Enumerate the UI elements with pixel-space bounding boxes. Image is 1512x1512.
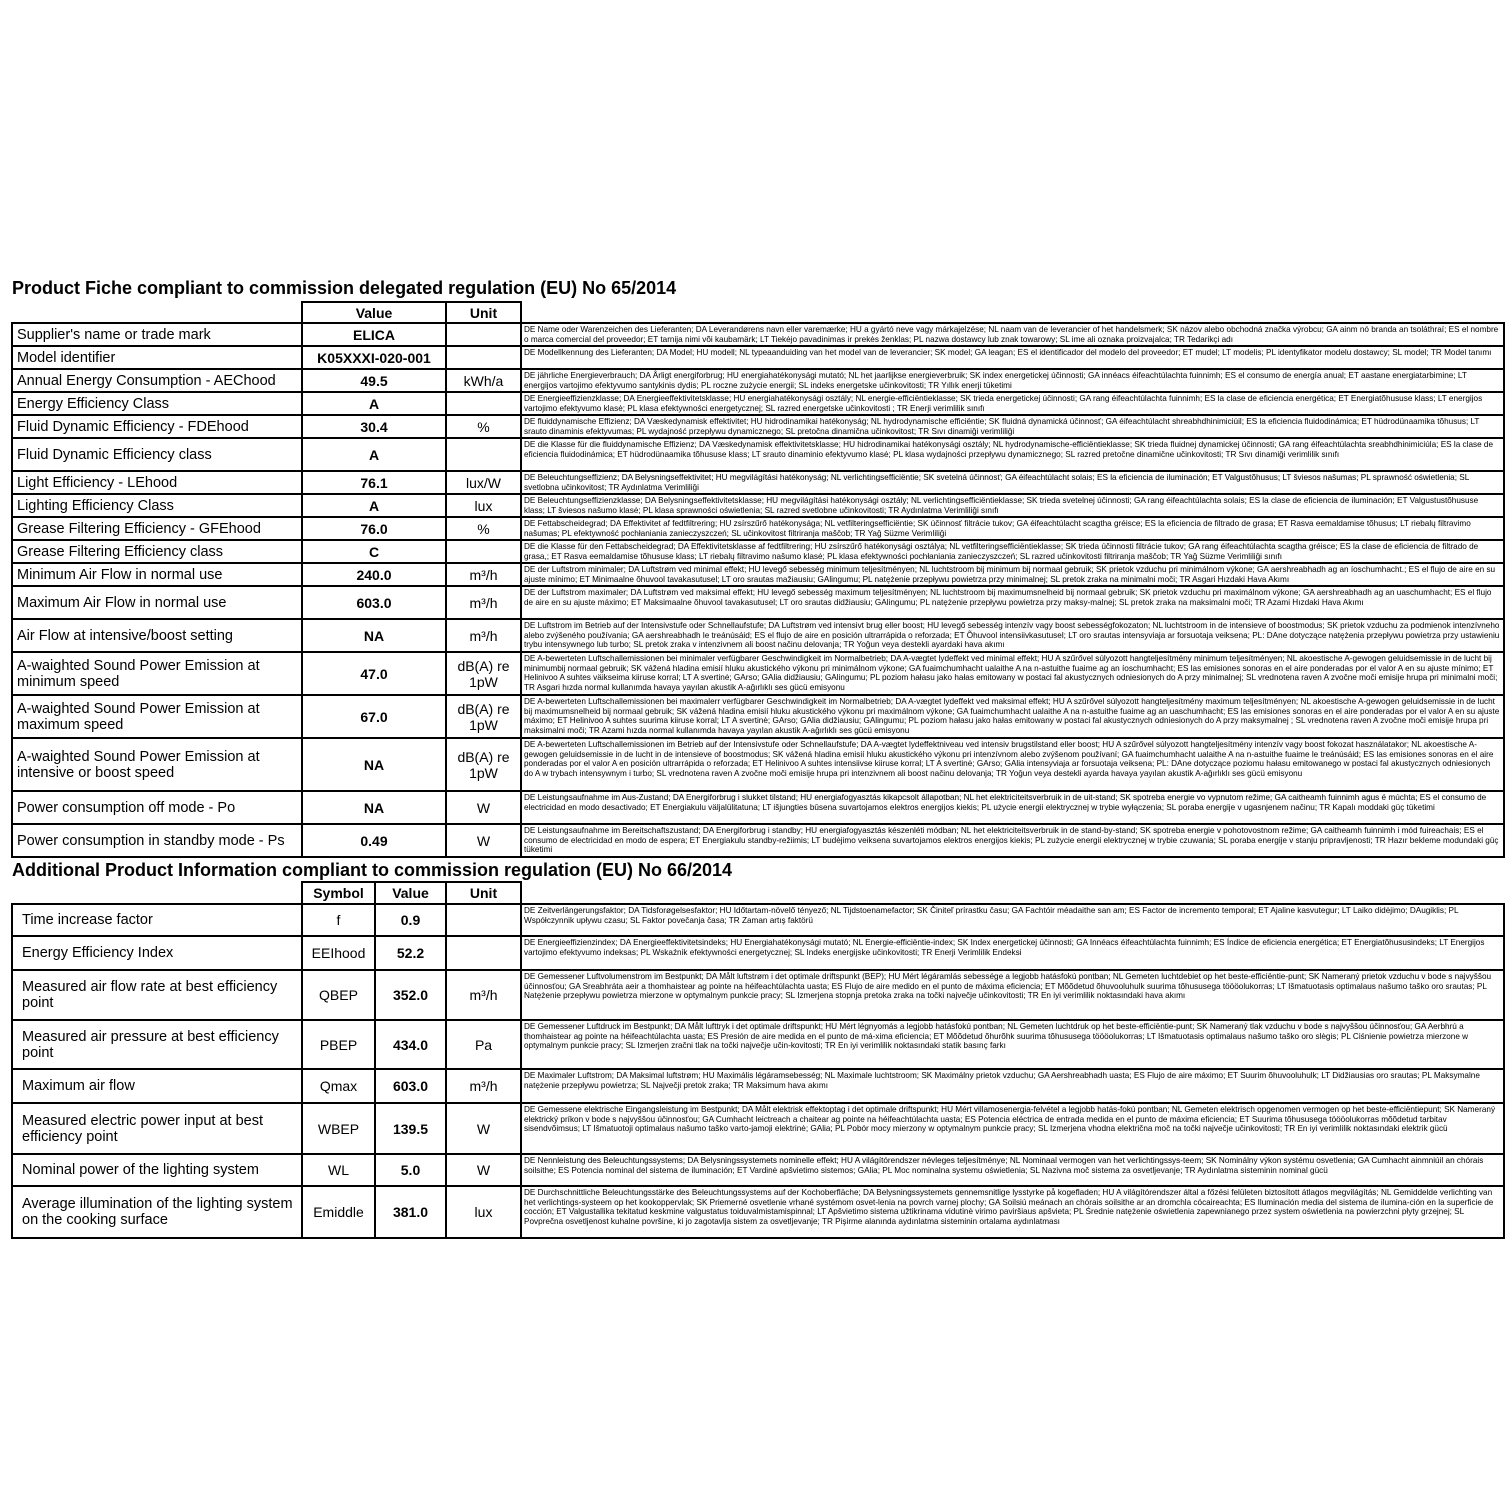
parameter-translations: DE Maximaler Luftstrom; DA Maksimal luftstrøm; HU Maximális légáramsebesség; NL Maximale luchtstroom; SK Maximálny prietok vzduchu; GA Aershreabhadh uasta; ES Flujo de aire máximo; ET Suurim õhuvooluhulk; LT Didžiausias oro srautas; PL Maksymalne natężenie przepływu powietrza; SL Največji pretok zraka; TR Maksimum hava akımı: [521, 1069, 1504, 1103]
parameter-value: 67.0: [302, 695, 446, 738]
parameter-value: 49.5: [302, 369, 446, 392]
fiche-row: [12, 619, 1504, 652]
parameter-value: NA: [302, 738, 446, 791]
additional-title: Additional Product Information compliant to commission regulation (EU) No 66/2014: [12, 860, 733, 880]
fiche-row: [12, 323, 1504, 346]
additional-row: [12, 1069, 1504, 1103]
parameter-translations: DE Gemessene elektrische Eingangsleistung im Bestpunkt; DA Målt elektrisk effektoptag i det optimale driftspunkt; HU Mért villamosenergia-felvétel a legjobb hatás-fokú pontban; NL Gemeten elektrisch opgenomen vermogen op het beste-efficiëntiepunt; SK Nameraný elektrický príkon v bode s najvyššou účinnosťou; GA Cumhacht leictreach a chaitear ag pointe na héifeachtúlachta uasta; ES Potencia eléctrica de entrada medida en el punto de máxima eficiencia; ET Suurima tõhususega töööolukorras mõõdetud tarbitav sisendvõimsus; LT Išmatuotoji optimalaus našumo taško varto-jamoji elektrinė; GAlia; PL Pobór mocy mierzony w optymalnym punkcie pracy; SL Izmerjena vhodna električna moč na točki največje učinkovitosti; TR En iyi verimlilik noktasındaki elektrik gücü: [521, 1103, 1504, 1154]
parameter-translations: DE Zeitverlängerungsfaktor; DA Tidsforøgelsesfaktor; HU Időtartam-növelő tényező; NL Tijdstoenamefactor; SK Činiteľ prírastku času; GA Fachtóir méadaithe san am; ES Factor de incremento temporal; ET Ajaline kasvutegur; LT Laiko didėjimo; DAugiklis; PL Współczynnik upływu czasu; SL Faktor povečanja časa; TR Zaman artış faktörü: [521, 904, 1504, 936]
parameter-label: Minimum Air Flow in normal use: [12, 563, 302, 586]
fiche-title: Product Fiche compliant to commission delegated regulation (EU) No 65/2014: [12, 278, 677, 298]
additional-header-row: [12, 882, 1504, 904]
fiche-row: [12, 586, 1504, 619]
parameter-label: Fluid Dynamic Efficiency - FDEhood: [12, 415, 302, 438]
fiche-row: [12, 438, 1504, 471]
parameter-label: A-waighted Sound Power Emission at maximum speed: [12, 695, 302, 738]
parameter-unit: dB(A) re 1pW: [446, 738, 521, 791]
parameter-translations: DE Beleuchtungseffizienzklasse; DA Belysningseffektivitetsklasse; HU megvilágítási hatékonysági osztály; NL verlichtingsefficiëntieklasse; SK trieda svetelnej účinnosti; GA rang éifeachtúlachta solais; ES la clase de eficiencia de iluminación; ET Valgustustõhususe klass; LT šviesos našumo klasė; PL klasa sprawności oświetlenia; SL razred svetlobne učinkovitosti; TR Aydınlatma Verimliliği sınıfı: [521, 494, 1504, 517]
parameter-symbol: Emiddle: [302, 1186, 375, 1238]
parameter-unit: dB(A) re 1pW: [446, 695, 521, 738]
parameter-translations: DE Modellkennung des Lieferanten; DA Model; HU modell; NL typeaanduiding van het model van de leverancier; SK model; GA leagan; ES el identificador del modelo del proveedor; ET mudel; LT modelis; PL identyfikator modelu dostawcy; SL model; TR Model tanımı: [521, 346, 1504, 369]
parameter-translations: DE die Klasse für die fluiddynamische Effizienz; DA Væskedynamisk effektivitetsklasse; HU hidrodinamikai hatékonysági osztály; NL hydrodynamische-efficiëntieklasse; SK trieda fluidnej dynamickej účinnosti; GA rang éifeachtúlachta sreabhdhinimiciúla; ES la clase de eficiencia fluidodinámica; ET hüdrodünaamika tõhususe klass; LT srauto dinaminio efektyvumo klasė; PL klasa wydajności przepływu dynamicznego; SL razred pretočne dinamične učinkovitosti; TR Sıvı dinamiği verimlilik sınıfı: [521, 438, 1504, 471]
parameter-translations: DE Name oder Warenzeichen des Lieferanten; DA Leverandørens navn eller varemærke; HU a gyártó neve vagy márkajelzése; NL naam van de leverancier of het handelsmerk; SK názov alebo obchodná značka výrobcu; GA ainm nó branda an tsoláthraí; ES el nombre o marca comercial del proveedor; ET tarnija nimi või kaubamärk; LT Tiekėjo pavadinimas ir prekės ženklas; PL nazwa dostawcy lub znak towarowy; SL ime ali oznaka proizvajalca; TR Tedarikçi adı: [521, 323, 1504, 346]
parameter-label: Energy Efficiency Class: [12, 392, 302, 415]
fiche-row: [12, 517, 1504, 540]
header-spacer: [521, 882, 1504, 904]
parameter-label: Measured air flow rate at best efficiency point: [12, 970, 302, 1020]
parameter-unit: [446, 936, 521, 970]
parameter-unit: [446, 323, 521, 346]
additional-row: [12, 904, 1504, 936]
parameter-label: Grease Filtering Efficiency class: [12, 540, 302, 563]
parameter-translations: DE Energieeffizienzindex; DA Energieeffektivitetsindeks; HU Energiahatékonysági mutató; NL Energie-efficiëntie-index; SK Index energetickej účinnosti; GA Innéacs éifeachtúlachta fuinnimh; ES Índice de eficiencia energética; ET Energiatõhususindeks; LT Energijos vartojimo efektyvumo indeksas; PL Wskaźnik efektywności energetycznej; SL Indeks energijske učinkovitosti; TR Enerji Verimlilik Endeksi: [521, 936, 1504, 970]
parameter-translations: DE Beleuchtungseffizienz; DA Belysningseffektivitet; HU megvilágítási hatékonyság; NL verlichtingsefficiëntie; SK svetelná účinnosť; GA éifeachtúlacht solais; ES la eficiencia de iluminación; ET Valgustõhusus; LT šviesos našumas; PL sprawność oświetlenia; SL svetlobna učinkovitost; TR Aydınlatma Verimliliği: [521, 471, 1504, 494]
parameter-translations: DE Gemessener Luftdruck im Bestpunkt; DA Målt lufttryk i det optimale driftspunkt; HU Mért légnyomás a legjobb hatásfokú pontban; NL Gemeten luchtdruk op het beste-efficiëntie-punt; SK Nameraný tlak vzduchu v bode s najvyššou účinnosťou; GA Aerbhrú a thomhaistear ag pointe na héifeachtúlachta uasta; ES Presión de aire medida en el punto de má-xima eficiencia; ET Mõõdetud õhurõhk suurima tõhususega töööolukorras; LT Išmatuotasis optimalaus našumo taško oro slėgis; PL Ciśnienie powietrza mierzone w optymalnym punkcie pracy; SL Izmerjen zračni tlak na točki največje učin-kovitosti; TR En iyi verimlilik noktasındaki statik basınç farkı: [521, 1020, 1504, 1069]
unit-header: Unit: [446, 302, 521, 323]
parameter-translations: DE A-bewerteten Luftschallemissionen bei maximalerr verfügbarer Geschwindigkeit im Normalbetrieb; DA A-vægtet lydeffekt ved maksimal effekt; HU A szűrővel súlyozott hangteljesítmény maximum teljesítményen; NL akoestische A-gewogen geluidsemissie in de lucht bij maximumsnelheid bij normaal gebruik; SK vážená hladina emisií hluku akustického výkonu pri maximálnom výkone; GA fuaimchumhacht ualaithe A na n-astuithe fuaime ag an uaschumhacht; ES las emisiones sonoras en el aire ponderadas por el valor A en su ajuste máximo; ET Helinivoo A suhtes suurima kiiruse korral; LT A svertinė; GArso; GAlia didžiausiu; GAlingumu; PL poziom hałasu jako hałas emitowany w postaci fal akustycznych odniesionych do A przy maksymalnej ; SL vrednotena raven A zvočne moči emisije hrupa pri maksimalni moči; TR Azami hızda normal kullanımda havaya yayılan akustik A-ağırlıklı ses gücü emisyonu: [521, 695, 1504, 738]
parameter-value: 352.0: [375, 970, 446, 1020]
parameter-symbol: Qmax: [302, 1069, 375, 1103]
fiche-row: [12, 652, 1504, 695]
parameter-translations: DE A-bewerteten Luftschallemissionen bei minimaler verfügbarer Geschwindigkeit im Normalbetrieb; DA A-vægtet lydeffekt ved minimal effekt; HU A szűrővel súlyozott hangteljesítmény minimum teljesítményen; NL akoestische A-gewogen geluidsemissie in de lucht bij minimumbij normaal gebruik; SK vážená hladina emisií hluku akustického výkonu pri minimálnom výkone; GA fuaimchumhacht ualaithe A na n-astuithe fuaime ag an íoschumhacht; ES las emisiones sonoras en el aire ponderadas por el valor A en su ajuste mínimo; ET Helinivoo A suhtes väikseima kiiruse korral; LT A svertinė; GArso; GAlia didžiausiu; GAlingumu; PL poziom hałasu jako hałas emitowany w postaci fal akustycznych odniesionych do A przy minimalnej; SL vrednotena raven A zvočne moči emisije hrupa pri minimalni moči; TR Asgari hızda normal kullanımda havaya yayılan akustik A-ağırlıklı ses gücü emisyonu: [521, 652, 1504, 695]
parameter-label: Air Flow at intensive/boost setting: [12, 619, 302, 652]
parameter-unit: [446, 438, 521, 471]
parameter-value: 5.0: [375, 1154, 446, 1186]
parameter-translations: DE jährliche Energieverbrauch; DA Årligt energiforbrug; HU energiahatékonysági mutató; NL het jaarlijkse energieverbruik; SK index energetickej účinnosti; GA innéacs éifeachtúlachta fuinnimh; ES el consumo de energía anual; ET aastane energiatarbimine; LT energijos vartojimo efektyvumo santykinis dydis; PL roczne zużycie energii; SL indeks energetske učinkovitosti; TR Yıllık enerji tüketimi: [521, 369, 1504, 392]
parameter-unit: Pa: [446, 1020, 521, 1069]
parameter-unit: dB(A) re 1pW: [446, 652, 521, 695]
parameter-symbol: PBEP: [302, 1020, 375, 1069]
parameter-label: A-waighted Sound Power Emission at intensive or boost speed: [12, 738, 302, 791]
parameter-symbol: EEIhood: [302, 936, 375, 970]
parameter-label: Nominal power of the lighting system: [12, 1154, 302, 1186]
additional-row: [12, 1186, 1504, 1238]
additional-row: [12, 1154, 1504, 1186]
parameter-value: C: [302, 540, 446, 563]
parameter-label: Power consumption in standby mode - Ps: [12, 824, 302, 857]
parameter-value: 240.0: [302, 563, 446, 586]
parameter-translations: DE der Luftstrom maximaler; DA Luftstrøm ved maksimal effekt; HU levegő sebesség maximum teljesítményen; NL luchtstroom bij maximumsnelheid bij normaal gebruik; SK prietok vzduchu pri maximálnom výkone; GA aershreabhadh ag an uaschumhacht; ES el flujo de aire en su ajuste máximo; ET Maksimaalne õhuvool tavakasutusel; LT oro srautas didžiausiu; GAlingumu; PL natężenie przepływu powietrza przy maksy-malnej; SL pretok zraka na maksimalni moči; TR Azami Hızdaki Hava Akımı: [521, 586, 1504, 619]
parameter-value: A: [302, 494, 446, 517]
parameter-label: Annual Energy Consumption - AEChood: [12, 369, 302, 392]
parameter-value: 76.0: [302, 517, 446, 540]
header-spacer: [12, 882, 302, 904]
parameter-label: Measured electric power input at best efficiency point: [12, 1103, 302, 1154]
additional-info-table: [11, 881, 1505, 1239]
fiche-row: [12, 563, 1504, 586]
parameter-label: Measured air pressure at best efficiency point: [12, 1020, 302, 1069]
parameter-symbol: WBEP: [302, 1103, 375, 1154]
fiche-row: [12, 540, 1504, 563]
parameter-value: 603.0: [302, 586, 446, 619]
parameter-label: Maximum air flow: [12, 1069, 302, 1103]
parameter-value: ELICA: [302, 323, 446, 346]
parameter-value: 30.4: [302, 415, 446, 438]
fiche-row: [12, 415, 1504, 438]
parameter-translations: DE Gemessener Luftvolumenstrom im Bestpunkt; DA Målt luftstrøm i det optimale driftspunkt (BEP); HU Mért légáramlás sebessége a legjobb hatásfokú pontban; NL Gemeten luchtdebiet op het beste-efficiëntie-punt; SK Nameraný prietok vzduchu v bode s najvyššou účinnosťou; GA Sreabhráta aeir a thomhaistear ag pointe na héifeachtúlachta uasta; ES Flujo de aire medido en el punto de máxima eficiencia; ET Mõõdetud õhuvooluhulk suurima tõhususega töööolukorras; LT Išmatuotasis optimalaus našumo taško oro srautas; PL Natężenie przepływu powietrza mierzone w optymalnym punkcie pracy; SL Izmerjena stopnja pretoka zraka na točki največje učinkovitosti; TR En iyi verimlilik noktasındaki hava akımı: [521, 970, 1504, 1020]
header-spacer: [521, 302, 1504, 323]
fiche-row: [12, 494, 1504, 517]
additional-row: [12, 1020, 1504, 1069]
parameter-value: 76.1: [302, 471, 446, 494]
parameter-value: 381.0: [375, 1186, 446, 1238]
value-header: Value: [302, 302, 446, 323]
parameter-translations: DE A-bewerteten Luftschallemissionen im Betrieb auf der Intensivstufe oder Schnellaufstufe; DA A-vægtet lydeffektniveau ved intensiv brugstilstand eller boost; HU A szűrővel súlyozott hangteljesítmény intenzív vagy boost fokozat használatakor; NL akoestische A-gewogen geluidsemissie in de lucht in de intensieve of boostmodus; SK vážená hladina emisií hluku akustického výkonu pri intenzívnom alebo zvýšenom používaní; GA fuaimchumhacht ualaithe A na n-astuithe fuaime le treánúsáid; ES las emisiones sonoras en el aire ponderadas por el valor A en posición ultrarrápida o reforzada; ET Helinivoo A suhtes intensiivse kiiruse korral; LT A svertinė; GArso; GAlia intensyviaja ar forsuotaja veiksena; PL: DAne dotyczące poziomu hałasu emitowanego w postaci fal akustycznych odniesionych do A w trybach intensywnym i turbo; SL vrednotena raven A zvočne moči emisije hrupa pri intenzivnem ali boost načinu delovanja; TR Yoğun veya destekli ayarda havaya yayılan akustik A-ağırlıklı ses gücü emisyonu: [521, 738, 1504, 791]
parameter-translations: DE Leistungsaufnahme im Aus-Zustand; DA Energiforbrug i slukket tilstand; HU energiafogyasztás kikapcsolt állapotban; NL het elektriciteitsverbruik in de uit-stand; SK spotreba energie vo vypnutom režime; GA caitheamh fuinnimh agus é múchta; ES el consumo de electricidad en modo desactivado; ET Energiakulu väljalülitatuna; LT išjungties būsena suvartojamos elektros energijos kiekis; PL użycie energii elektrycznej w trybie wyłączenia; SL poraba energije v ugasnjenem načinu; TR Kapalı moddaki güç tüketimi: [521, 791, 1504, 824]
parameter-translations: DE Leistungsaufnahme im Bereitschaftszustand; DA Energiforbrug i standby; HU energiafogyasztás készenléti módban; NL het elektriciteitsverbruik in de stand-by-stand; SK spotreba energie v pohotovostnom režime; GA caitheamh fuinnimh i mód fuireachais; ES el consumo de electricidad en modo de espera; ET Energiakulu standby-režiimis; LT budėjimo veiksena suvartojamos elektros energijos kiekis; PL zużycie energii elektrycznej w trybie czuwania; SL poraba energije v stanju pripravljenosti; TR Hazır bekleme modundaki güç tüketimi: [521, 824, 1504, 857]
parameter-unit: W: [446, 1103, 521, 1154]
parameter-value: 52.2: [375, 936, 446, 970]
parameter-label: Power consumption off mode - Po: [12, 791, 302, 824]
fiche-row: [12, 392, 1504, 415]
parameter-symbol: f: [302, 904, 375, 936]
fiche-row: [12, 471, 1504, 494]
parameter-translations: DE Nennleistung des Beleuchtungssystems; DA Belysningssystemets nominelle effekt; HU A világítórendszer névleges teljesítménye; NL Nominaal vermogen van het verlichtingssys-teem; SK Nominálny výkon systému osvetlenia; GA Cumhacht ainmniúil an chórais soilsithe; ES Potencia nominal del sistema de iluminación; ET Vardinė apšvietimo sistemos; GAlia; PL Moc nominalna systemu oświetlenia; SL Nazivna moč sistema za osvetljevanje; TR Aydınlatma sisteminin nominal gücü: [521, 1154, 1504, 1186]
additional-row: [12, 1103, 1504, 1154]
parameter-label: Grease Filtering Efficiency - GFEhood: [12, 517, 302, 540]
parameter-label: Light Efficiency - LEhood: [12, 471, 302, 494]
parameter-label: Average illumination of the lighting system on the cooking surface: [12, 1186, 302, 1238]
parameter-value: 47.0: [302, 652, 446, 695]
symbol-header: Symbol: [302, 882, 375, 904]
parameter-label: Model identifier: [12, 346, 302, 369]
parameter-value: K05XXXI-020-001: [302, 346, 446, 369]
parameter-translations: DE der Luftstrom minimaler; DA Luftstrøm ved minimal effekt; HU levegő sebesség minimum teljesítményen; NL luchtstroom bij minimum bij normaal gebruik; SK prietok vzduchu pri minimálnom výkone; GA aershreabhadh ag an íoschumhacht.; ES el flujo de aire en su ajuste mínimo; ET Minimaalne õhuvool tavakasutusel; LT oro srautas mažiausiu; GAlingumu; PL natężenie przepływu powietrza przy minimalnej; SL pretok zraka na minimalni moči; TR Asgari Hızdaki Hava Akımı: [521, 563, 1504, 586]
parameter-value: NA: [302, 619, 446, 652]
parameter-value: NA: [302, 791, 446, 824]
fiche-header-row: [12, 302, 1504, 323]
parameter-label: Time increase factor: [12, 904, 302, 936]
unit-header: Unit: [446, 882, 521, 904]
parameter-unit: [446, 540, 521, 563]
parameter-value: 0.9: [375, 904, 446, 936]
parameter-value: A: [302, 438, 446, 471]
parameter-unit: m³/h: [446, 1069, 521, 1103]
fiche-row: [12, 824, 1504, 857]
additional-row: [12, 970, 1504, 1020]
value-header: Value: [375, 882, 446, 904]
fiche-row: [12, 791, 1504, 824]
parameter-unit: W: [446, 791, 521, 824]
parameter-value: 139.5: [375, 1103, 446, 1154]
parameter-symbol: WL: [302, 1154, 375, 1186]
parameter-value: 434.0: [375, 1020, 446, 1069]
product-fiche-table: [11, 301, 1505, 858]
fiche-row: [12, 738, 1504, 791]
parameter-translations: DE Energieeffizienzklasse; DA Energieeffektivitetsklasse; HU energiahatékonysági osztály; NL energie-efficiëntieklasse; SK trieda energetickej účinnosti; GA rang éifeachtúlachta fuinnimh; ES la clase de eficiencia energética; ET Energiatõhususe klass; LT energijos vartojimo efektyvumo klasė; PL klasa efektywności energetycznej; SL razred energetske učinkovitosti ; TR Enerji verimlilik sınıfı: [521, 392, 1504, 415]
fiche-row: [12, 695, 1504, 738]
parameter-label: Fluid Dynamic Efficiency class: [12, 438, 302, 471]
parameter-value: A: [302, 392, 446, 415]
parameter-translations: DE die Klasse für den Fettabscheidegrad; DA Effektivitetsklasse af fedtfiltrering; HU zsírszűrő hatékonysági osztálya; NL vetfilteringsefficiëntieklasse; SK trieda účinnosti filtrácie tukov; GA rang éifeachtúlachta scagtha gréisce; ES la clase de eficiencia de filtrado de grasa,; ET Rasva eemaldamise tõhususe klass; LT riebalų filtravimo našumo klasė; PL klasa efektywności pochłaniania zanieczyszczeń; SL razred učinkovitosti filtriranja maščob; TR Yağ Süzme Verimliliği sınıfı: [521, 540, 1504, 563]
parameter-translations: DE Luftstrom im Betrieb auf der Intensivstufe oder Schnellaufstufe; DA Luftstrøm ved intensivt brug eller boost; HU levegő sebesség intenzív vagy boost sebességfokozaton; NL luchtstroom in de intensieve of boostmodus; SK prietok vzduchu za podmienok intenzívneho alebo zvýšeného používania; GA aershreabhadh le treánúsáid; ES el flujo de aire en posición ultrarrápida o reforzada; ET Õhuvool intensiivkasutusel; LT oro srautas intensyviaja ar forsuotaja veiksena; PL: DAne dotyczące natężenia przepływu powietrza przy ustawieniu trybu intensywnego lub turbo; SL pretok zraka v intenzivnem ali boost načinu delovanja; TR Yoğun veya destekli ayardaki hava akımı: [521, 619, 1504, 652]
parameter-unit: lux: [446, 494, 521, 517]
parameter-unit: W: [446, 824, 521, 857]
parameter-label: A-waighted Sound Power Emission at minimum speed: [12, 652, 302, 695]
parameter-unit: W: [446, 1154, 521, 1186]
parameter-unit: [446, 392, 521, 415]
parameter-unit: %: [446, 415, 521, 438]
fiche-row: [12, 369, 1504, 392]
parameter-translations: DE Fettabscheidegrad; DA Effektivitet af fedtfiltrering; HU zsírszűrő hatékonysága; NL vetfilteringsefficiëntie; SK účinnosť filtrácie tukov; GA éifeachtúlacht scagtha gréisce; ES la eficiencia de filtrado de grasa; ET Rasva eemaldamise tõhusus; LT riebalų filtravimo našumas; PL efektywność pochłaniania zanieczyszczeń; SL učinkovitost filtriranja maščob; TR Yağ Süzme Verimliliği: [521, 517, 1504, 540]
parameter-symbol: QBEP: [302, 970, 375, 1020]
parameter-unit: m³/h: [446, 619, 521, 652]
parameter-unit: [446, 904, 521, 936]
parameter-translations: DE Durchschnittliche Beleuchtungsstärke des Beleuchtungssystems auf der Kochoberfläche; DA Belysningssystemets gennemsnitlige lysstyrke på kogefladen; HU A világítórendszer által a főzési felületen biztosított átlagos megvilágítás; NL Gemiddelde verlichting van het verlichtings-systeem op het kookoppervlak; SK Priemerné osvetlenie vrhané systémom osvet-lenia na povrch varnej plochy; GA Soilsiú meánach an chórais soilsithe ar an dromchla cócaireachta; ES Iluminación media del sistema de ilumina-ción en la superficie de cocción; ET Valgustallika tekitatud keskmine valgustatus toiduvalmistamispinnal; LT Apšvietimo sistema užtikrinama vidutinė virimo paviršiaus apšvieta; PL Średnie natężenie oświetlenia zapewnianego przez system oświetlenia na powierzchni płyty grzejnej; SL Povprečna osvetljenost kuhalne površine, ki jo zagotavlja sistem za osvetljevanje; TR Pişirme alanında aydınlatma sisteminin ortalama aydınlatması: [521, 1186, 1504, 1238]
parameter-value: 603.0: [375, 1069, 446, 1103]
header-spacer: [12, 302, 302, 323]
additional-row: [12, 936, 1504, 970]
parameter-unit: %: [446, 517, 521, 540]
parameter-label: Maximum Air Flow in normal use: [12, 586, 302, 619]
parameter-translations: DE fluiddynamische Effizienz; DA Væskedynamisk effektivitet; HU hidrodinamikai hatékonyság; NL hydrodynamische efficiëntie; SK fluidná dynamická účinnosť; GA éifeachtúlacht shreabhdhinimiciúil; ES la eficiencia fluidodinámica; ET hüdrodünaamika tõhusus; LT srauto dinaminis efektyvumas; PL wydajność przepływu dynamicznego; SL pretočna dinamična učinkovitost; TR Sıvı dinamiği verimliliği: [521, 415, 1504, 438]
parameter-unit: m³/h: [446, 563, 521, 586]
parameter-unit: m³/h: [446, 586, 521, 619]
parameter-unit: [446, 346, 521, 369]
parameter-value: 0.49: [302, 824, 446, 857]
parameter-unit: lux: [446, 1186, 521, 1238]
parameter-label: Supplier's name or trade mark: [12, 323, 302, 346]
parameter-unit: m³/h: [446, 970, 521, 1020]
parameter-unit: kWh/a: [446, 369, 521, 392]
parameter-label: Energy Efficiency Index: [12, 936, 302, 970]
fiche-row: [12, 346, 1504, 369]
parameter-unit: lux/W: [446, 471, 521, 494]
parameter-label: Lighting Efficiency Class: [12, 494, 302, 517]
